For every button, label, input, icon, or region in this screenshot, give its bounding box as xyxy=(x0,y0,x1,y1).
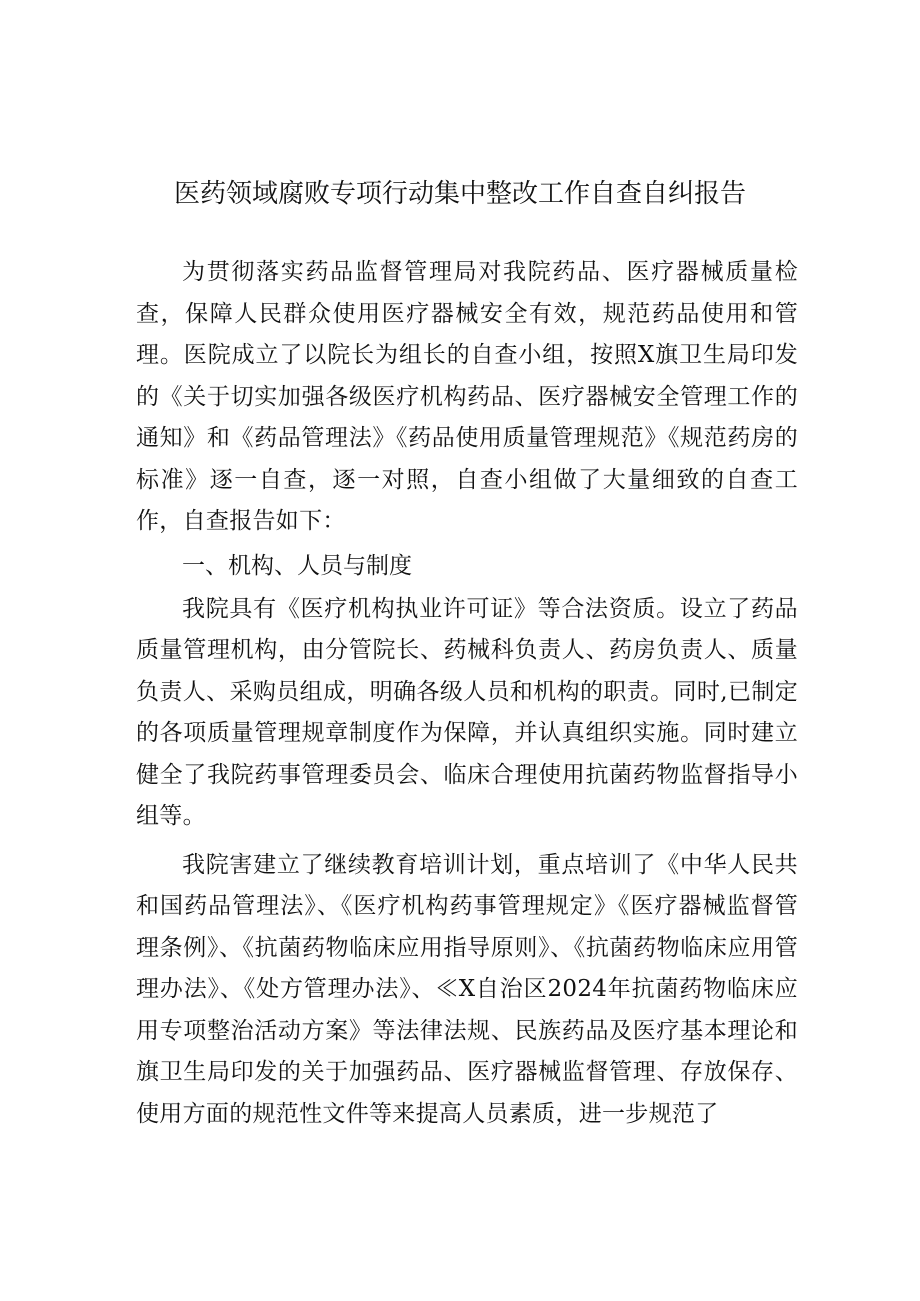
intro-paragraph: 为贯彻落实药品监督管理局对我院药品、医疗器械质量检查，保障人民群众使用医疗器械安全有效，规范药品使用和管理。医院成立了以院长为组长的自查小组，按照X旗卫生局印发的《关于切实加强各级医疗机构药品、医疗器械安全管理工作的通知》和《药品管理法》《药品使用质量管理规范》《规范药房的标准》逐一自查，逐一对照，自查小组做了大量细致的自查工作，自查报告如下： xyxy=(136,259,798,534)
document-title: 医药领域腐败专项行动集中整改工作自查自纠报告 xyxy=(173,179,746,209)
section1-paragraph-training: 我院害建立了继续教育培训计划，重点培训了《中华人民共和国药品管理法》、《医疗机构药事管理规定》《医疗器械监督管理条例》、《抗菌药物临床应用指导原则》、《抗菌药物临床应用管理办法》、《处方管理办法》、≪X自治区2024年抗菌药物临床应用专项整治活动方案》等法律法规、民族药品及医疗基本理论和旗卫生局印发的关于加强药品、医疗器械监督管理、存放保存、使用方面的规范性文件等来提高人员素质，进一步规范了 xyxy=(136,851,798,1127)
document-body xyxy=(136,252,798,1135)
section-heading-institution-personnel-rules: 一、机构、人员与制度 xyxy=(182,552,412,579)
paragraph-spacer xyxy=(136,838,798,845)
section1-paragraph-qualifications: 我院具有《医疗机构执业许可证》等合法资质。设立了药品质量管理机构，由分管院长、药械科负责人、药房负责人、质量负责人、采购员组成，明确各级人员和机构的职责。同时,已制定的各项质量管理规章制度作为保障，并认真组织实施。同时建立健全了我院药事管理委员会、临床合理使用抗菌药物监督指导小组等。 xyxy=(136,595,798,829)
